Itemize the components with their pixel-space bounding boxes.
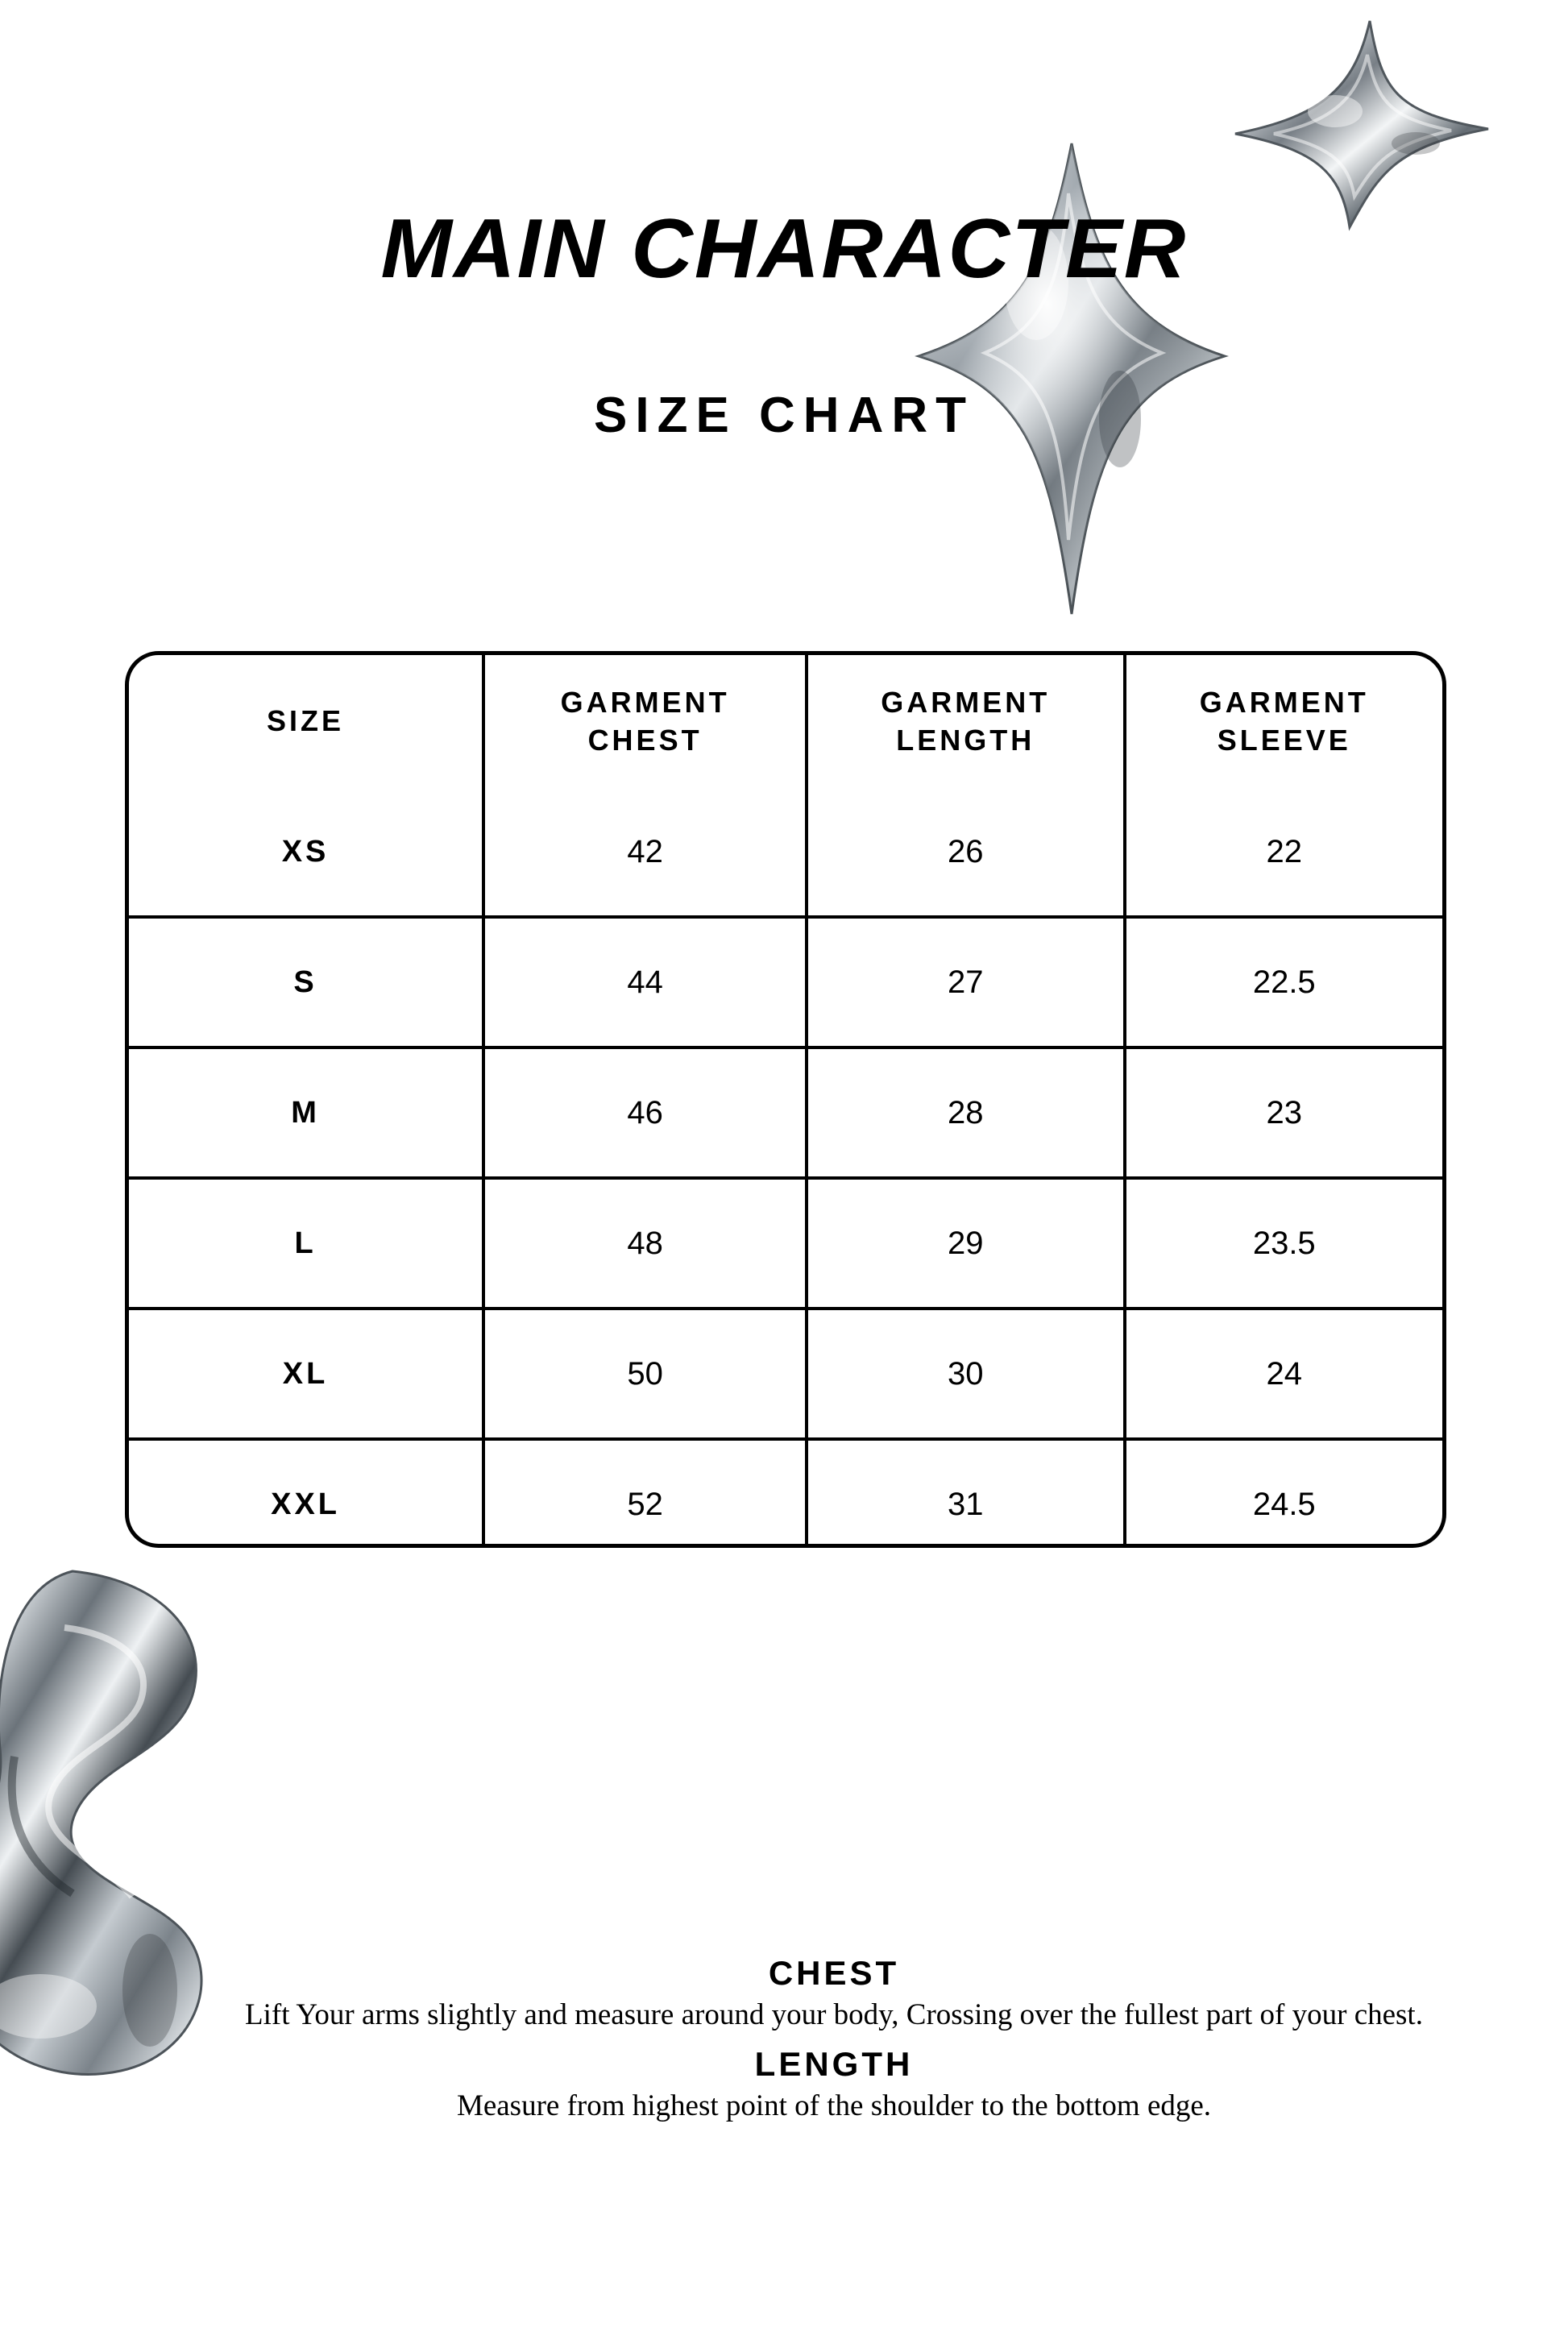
column-header-chest-line2: CHEST bbox=[587, 723, 703, 757]
column-header-size-line1: SIZE bbox=[267, 704, 345, 738]
cell-size: L bbox=[129, 1178, 483, 1309]
column-header-sleeve bbox=[1125, 655, 1442, 788]
page-title: MAIN CHARACTER bbox=[380, 202, 1188, 296]
cell-chest: 52 bbox=[483, 1439, 807, 1548]
column-header-chest-line1: GARMENT bbox=[560, 685, 730, 719]
cell-size: XS bbox=[129, 788, 483, 917]
cell-chest: 50 bbox=[483, 1309, 807, 1439]
table-row bbox=[129, 788, 1442, 917]
table-row bbox=[129, 1178, 1442, 1309]
size-chart-table-container bbox=[125, 651, 1446, 1548]
cell-length: 28 bbox=[807, 1047, 1124, 1178]
cell-sleeve: 24 bbox=[1125, 1309, 1442, 1439]
size-chart-table bbox=[129, 655, 1442, 1548]
cell-sleeve: 23.5 bbox=[1125, 1178, 1442, 1309]
column-header-sleeve-line1: GARMENT bbox=[1199, 685, 1369, 719]
note-heading-length: LENGTH bbox=[754, 2045, 914, 2084]
table-body bbox=[129, 788, 1442, 1548]
column-header-length-line2: LENGTH bbox=[896, 723, 1035, 757]
column-header-size bbox=[129, 655, 483, 788]
cell-size: XXL bbox=[129, 1439, 483, 1548]
cell-sleeve: 23 bbox=[1125, 1047, 1442, 1178]
cell-sleeve: 24.5 bbox=[1252, 1486, 1316, 1522]
table-row bbox=[129, 917, 1442, 1047]
note-body-chest: Lift Your arms slightly and measure around your body, Crossing over the fullest part of your chest. bbox=[245, 1998, 1423, 2031]
cell-length: 26 bbox=[807, 788, 1124, 917]
column-header-length bbox=[807, 655, 1124, 788]
column-header-chest bbox=[483, 655, 807, 788]
cell-size: XL bbox=[129, 1309, 483, 1439]
cell-length: 29 bbox=[807, 1178, 1124, 1309]
table-header-row bbox=[129, 655, 1442, 788]
cell-chest: 48 bbox=[483, 1178, 807, 1309]
cell-length: 31 bbox=[807, 1439, 1124, 1548]
cell-length: 27 bbox=[807, 917, 1124, 1047]
note-heading-chest: CHEST bbox=[768, 1954, 900, 1992]
column-header-sleeve-line2: SLEEVE bbox=[1217, 723, 1351, 757]
page-subtitle: SIZE CHART bbox=[594, 388, 974, 443]
cell-size: S bbox=[129, 917, 483, 1047]
page-header bbox=[0, 0, 1568, 645]
cell-chest: 42 bbox=[483, 788, 807, 917]
cell-chest: 46 bbox=[483, 1047, 807, 1178]
table-row bbox=[129, 1047, 1442, 1178]
table-row bbox=[129, 1439, 1442, 1548]
table-row bbox=[129, 1309, 1442, 1439]
table-header bbox=[129, 655, 1442, 788]
cell-sleeve: 22 bbox=[1125, 788, 1442, 917]
note-body-length: Measure from highest point of the shoulder to the bottom edge. bbox=[456, 2089, 1212, 2123]
cell-sleeve: 22.5 bbox=[1125, 917, 1442, 1047]
column-header-length-line1: GARMENT bbox=[881, 685, 1051, 719]
cell-chest: 44 bbox=[483, 917, 807, 1047]
measurement-notes bbox=[242, 1954, 1426, 2126]
cell-size: M bbox=[129, 1047, 483, 1178]
cell-length: 30 bbox=[807, 1309, 1124, 1439]
